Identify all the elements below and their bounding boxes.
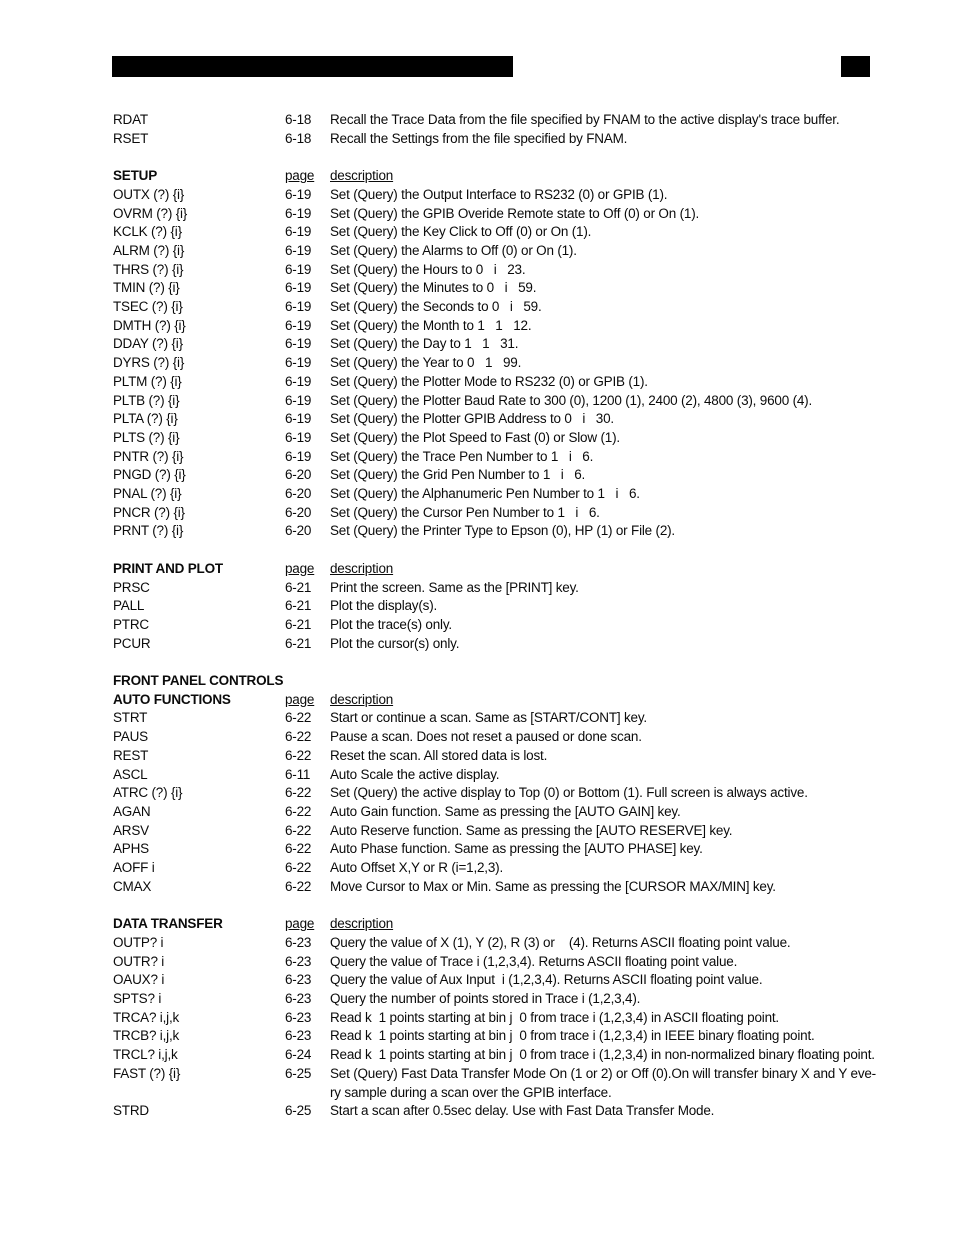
description-line: Plot the cursor(s) only. bbox=[330, 635, 460, 651]
command-cell: PRSC bbox=[113, 579, 150, 595]
description-cell bbox=[330, 373, 951, 392]
command-cell: ARSV bbox=[113, 822, 149, 838]
page-cell: 6-20 bbox=[285, 523, 312, 539]
command-cell: PLTM (?) {i} bbox=[113, 373, 182, 389]
table-row bbox=[113, 466, 951, 485]
table-row bbox=[113, 373, 951, 392]
command-cell: PAUS bbox=[113, 729, 148, 745]
page-cell: 6-19 bbox=[285, 224, 312, 240]
description-cell bbox=[330, 1027, 951, 1046]
description-line: Set (Query) the Cursor Pen Number to 1 i 6. bbox=[330, 504, 600, 520]
command-cell: FAST (?) {i} bbox=[113, 1065, 181, 1081]
command-cell: RSET bbox=[113, 130, 149, 146]
command-cell: AGAN bbox=[113, 803, 151, 819]
col-header-page-cell bbox=[285, 915, 330, 934]
table-row bbox=[113, 784, 951, 803]
description-line: Query the value of Trace i (1,2,3,4). Returns ASCII floating point value. bbox=[330, 953, 738, 969]
description-line: Set (Query) the Plotter GPIB Address to 0 i 30. bbox=[330, 411, 614, 427]
description-cell bbox=[330, 279, 951, 298]
command-cell: TMIN (?) {i} bbox=[113, 280, 180, 296]
table-row bbox=[113, 803, 951, 822]
page-cell: 6-24 bbox=[285, 1047, 312, 1063]
description-cell bbox=[330, 1046, 951, 1065]
table-row bbox=[113, 766, 951, 785]
command-cell: PLTB (?) {i} bbox=[113, 392, 180, 408]
col-header-page: page bbox=[285, 560, 315, 576]
description-cell bbox=[330, 616, 951, 635]
table-row bbox=[113, 1102, 951, 1121]
page-cell: 6-19 bbox=[285, 317, 312, 333]
page-cell: 6-21 bbox=[285, 598, 312, 614]
page-cell: 6-23 bbox=[285, 972, 312, 988]
page-cell: 6-22 bbox=[285, 729, 312, 745]
page-cell: 6-20 bbox=[285, 467, 312, 483]
section-header bbox=[113, 560, 951, 579]
section-auto-functions bbox=[113, 691, 951, 897]
description-cell bbox=[330, 466, 951, 485]
description-cell bbox=[330, 934, 951, 953]
description-line: Read k 1 points starting at bin j 0 from trace i (1,2,3,4) in IEEE binary floating point. bbox=[330, 1028, 815, 1044]
description-line: Set (Query) the Seconds to 0 i 59. bbox=[330, 299, 542, 315]
description-line-continued: ry sample during a scan over the GPIB interface. bbox=[330, 1084, 612, 1100]
command-cell: OUTP? i bbox=[113, 934, 164, 950]
section-title: AUTO FUNCTIONS bbox=[113, 691, 231, 707]
command-cell: OAUX? i bbox=[113, 972, 165, 988]
page-cell: 6-19 bbox=[285, 429, 312, 445]
table-row bbox=[113, 990, 951, 1009]
table-row bbox=[113, 186, 951, 205]
description-line: Auto Offset X,Y or R (i=1,2,3). bbox=[330, 860, 504, 876]
col-header-page-cell bbox=[285, 167, 330, 186]
description-cell bbox=[330, 840, 951, 859]
table-row bbox=[113, 335, 951, 354]
section-header bbox=[113, 691, 951, 710]
description-line: Set (Query) the Plot Speed to Fast (0) or Slow (1). bbox=[330, 429, 620, 445]
command-cell: DYRS (?) {i} bbox=[113, 355, 185, 371]
page-cell: 6-20 bbox=[285, 486, 312, 502]
description-cell bbox=[330, 971, 951, 990]
table-row bbox=[113, 840, 951, 859]
page-cell: 6-23 bbox=[285, 1009, 312, 1025]
page-cell: 6-22 bbox=[285, 822, 312, 838]
description-cell bbox=[330, 522, 951, 541]
col-header-description: description bbox=[330, 560, 394, 576]
description-line: Move Cursor to Max or Min. Same as pressing the [CURSOR MAX/MIN] key. bbox=[330, 878, 776, 894]
description-line: Set (Query) the Plotter Baud Rate to 300 (0), 1200 (1), 2400 (2), 4800 (3), 9600 (4). bbox=[330, 392, 813, 408]
description-cell bbox=[330, 504, 951, 523]
page-cell: 6-23 bbox=[285, 990, 312, 1006]
description-line: Read k 1 points starting at bin j 0 from trace i (1,2,3,4) in non-normalized binary floating point. bbox=[330, 1047, 875, 1063]
col-header-description: description bbox=[330, 916, 394, 932]
page-cell: 6-19 bbox=[285, 411, 312, 427]
table-row bbox=[113, 242, 951, 261]
page-cell: 6-25 bbox=[285, 1065, 312, 1081]
description-cell bbox=[330, 448, 951, 467]
col-header-page-cell bbox=[285, 560, 330, 579]
table-row bbox=[113, 354, 951, 373]
command-cell: KCLK (?) {i} bbox=[113, 224, 182, 240]
page-cell: 6-19 bbox=[285, 261, 312, 277]
table-row bbox=[113, 953, 951, 972]
table-row bbox=[113, 597, 951, 616]
description-cell bbox=[330, 579, 951, 598]
description-cell bbox=[330, 990, 951, 1009]
table-row bbox=[113, 709, 951, 728]
table-row bbox=[113, 822, 951, 841]
page-cell: 6-23 bbox=[285, 953, 312, 969]
table-row bbox=[113, 859, 951, 878]
command-cell: OUTR? i bbox=[113, 953, 165, 969]
description-cell bbox=[330, 485, 951, 504]
description-line: Set (Query) the Grid Pen Number to 1 i 6. bbox=[330, 467, 586, 483]
table-row bbox=[113, 485, 951, 504]
description-cell bbox=[330, 1102, 951, 1121]
description-cell bbox=[330, 223, 951, 242]
description-line: Set (Query) the GPIB Overide Remote state to Off (0) or On (1). bbox=[330, 205, 700, 221]
description-cell bbox=[330, 1009, 951, 1028]
description-line: Set (Query) the Minutes to 0 i 59. bbox=[330, 280, 537, 296]
table-row bbox=[113, 130, 951, 149]
command-cell: THRS (?) {i} bbox=[113, 261, 184, 277]
title-bar-redacted bbox=[112, 56, 513, 77]
command-cell: PRNT (?) {i} bbox=[113, 523, 184, 539]
command-cell: TSEC (?) {i} bbox=[113, 299, 183, 315]
page-cell: 6-21 bbox=[285, 635, 312, 651]
description-cell bbox=[330, 392, 951, 411]
description-cell bbox=[330, 878, 951, 897]
command-cell: SPTS? i bbox=[113, 990, 162, 1006]
col-header-page: page bbox=[285, 691, 315, 707]
command-cell: ASCL bbox=[113, 766, 148, 782]
page-cell: 6-19 bbox=[285, 242, 312, 258]
command-cell: PNCR (?) {i} bbox=[113, 504, 185, 520]
table-row bbox=[113, 279, 951, 298]
section-header bbox=[113, 915, 951, 934]
page-cell: 6-21 bbox=[285, 616, 312, 632]
section-title: PRINT AND PLOT bbox=[113, 560, 223, 576]
description-line: Auto Reserve function. Same as pressing the [AUTO RESERVE] key. bbox=[330, 822, 733, 838]
col-header-description-cell bbox=[330, 691, 951, 710]
page-cell: 6-19 bbox=[285, 186, 312, 202]
table-row bbox=[113, 317, 951, 336]
page-cell: 6-19 bbox=[285, 336, 312, 352]
section-title: DATA TRANSFER bbox=[113, 916, 223, 932]
command-cell: DDAY (?) {i} bbox=[113, 336, 183, 352]
description-line: Set (Query) the Hours to 0 i 23. bbox=[330, 261, 526, 277]
description-line: Query the value of X (1), Y (2), R (3) or (4). Returns ASCII floating point value. bbox=[330, 934, 791, 950]
description-cell bbox=[330, 410, 951, 429]
description-cell bbox=[330, 130, 951, 149]
command-cell: PLTA (?) {i} bbox=[113, 411, 178, 427]
description-line: Set (Query) Fast Data Transfer Mode On (1 or 2) or Off (0).On will transfer binary X and Y eve- bbox=[330, 1065, 876, 1081]
description-line: Read k 1 points starting at bin j 0 from trace i (1,2,3,4) in ASCII floating point. bbox=[330, 1009, 779, 1025]
page-cell: 6-19 bbox=[285, 448, 312, 464]
description-line: Pause a scan. Does not reset a paused or done scan. bbox=[330, 729, 642, 745]
description-line: Print the screen. Same as the [PRINT] key. bbox=[330, 579, 579, 595]
page-cell: 6-18 bbox=[285, 130, 312, 146]
command-cell: TRCL? i,j,k bbox=[113, 1047, 178, 1063]
description-cell bbox=[330, 242, 951, 261]
col-header-page-cell bbox=[285, 691, 330, 710]
page-corner-box bbox=[841, 56, 870, 77]
table-row bbox=[113, 111, 951, 130]
table-row bbox=[113, 429, 951, 448]
command-cell: PNAL (?) {i} bbox=[113, 486, 182, 502]
description-line: Plot the trace(s) only. bbox=[330, 616, 452, 632]
description-cell bbox=[330, 709, 951, 728]
table-row bbox=[113, 971, 951, 990]
table-row bbox=[113, 747, 951, 766]
command-cell: RDAT bbox=[113, 112, 148, 127]
table-row bbox=[113, 616, 951, 635]
description-line: Set (Query) the Printer Type to Epson (0), HP (1) or File (2). bbox=[330, 523, 675, 539]
command-cell: OVRM (?) {i} bbox=[113, 205, 188, 221]
command-cell: ALRM (?) {i} bbox=[113, 242, 185, 258]
command-cell: DMTH (?) {i} bbox=[113, 317, 186, 333]
description-cell bbox=[330, 335, 951, 354]
section-data-transfer bbox=[113, 915, 951, 1121]
section-front-panel-controls bbox=[113, 672, 951, 691]
description-cell bbox=[330, 747, 951, 766]
description-line: Recall the Trace Data from the file specified by FNAM to the active display's trace buffer. bbox=[330, 112, 840, 127]
col-header-description: description bbox=[330, 168, 394, 184]
description-cell bbox=[330, 111, 951, 130]
description-cell bbox=[330, 859, 951, 878]
description-cell bbox=[330, 803, 951, 822]
command-cell: TRCB? i,j,k bbox=[113, 1028, 180, 1044]
description-line: Set (Query) the Year to 0 1 99. bbox=[330, 355, 522, 371]
description-cell bbox=[330, 766, 951, 785]
command-cell: PNGD (?) {i} bbox=[113, 467, 186, 483]
page-cell: 6-19 bbox=[285, 373, 312, 389]
description-line: Start or continue a scan. Same as [START/CONT] key. bbox=[330, 710, 647, 726]
col-header-description-cell bbox=[330, 560, 951, 579]
table-row bbox=[113, 878, 951, 897]
table-row bbox=[113, 298, 951, 317]
table-row bbox=[113, 448, 951, 467]
description-cell bbox=[330, 186, 951, 205]
page-cell: 6-22 bbox=[285, 785, 312, 801]
command-cell: TRCA? i,j,k bbox=[113, 1009, 180, 1025]
command-cell: APHS bbox=[113, 841, 149, 857]
description-line: Set (Query) the Trace Pen Number to 1 i 6. bbox=[330, 448, 594, 464]
description-cell bbox=[330, 205, 951, 224]
section-header bbox=[113, 672, 951, 691]
description-line: Query the number of points stored in Trace i (1,2,3,4). bbox=[330, 990, 641, 1006]
description-cell bbox=[330, 728, 951, 747]
table-row bbox=[113, 635, 951, 654]
section-setup bbox=[113, 167, 951, 541]
col-header-description: description bbox=[330, 691, 394, 707]
description-cell bbox=[330, 261, 951, 280]
description-line: Auto Scale the active display. bbox=[330, 766, 500, 782]
description-cell bbox=[330, 784, 951, 803]
section-recall bbox=[113, 111, 951, 148]
table-row bbox=[113, 522, 951, 541]
table-row bbox=[113, 392, 951, 411]
col-header-page: page bbox=[285, 168, 315, 184]
description-line: Auto Phase function. Same as pressing the [AUTO PHASE] key. bbox=[330, 841, 703, 857]
description-line: Query the value of Aux Input i (1,2,3,4). Returns ASCII floating point value. bbox=[330, 972, 763, 988]
description-cell bbox=[330, 1065, 951, 1102]
page-cell: 6-22 bbox=[285, 710, 312, 726]
description-cell bbox=[330, 429, 951, 448]
command-cell: PLTS (?) {i} bbox=[113, 429, 180, 445]
col-header-description-cell bbox=[330, 915, 951, 934]
table-row bbox=[113, 1009, 951, 1028]
table-row bbox=[113, 223, 951, 242]
description-line: Reset the scan. All stored data is lost. bbox=[330, 747, 548, 763]
page-cell: 6-22 bbox=[285, 803, 312, 819]
table-row bbox=[113, 205, 951, 224]
description-line: Plot the display(s). bbox=[330, 598, 438, 614]
page-cell: 6-11 bbox=[285, 766, 311, 782]
section-print-and-plot bbox=[113, 560, 951, 654]
table-row bbox=[113, 579, 951, 598]
table-row bbox=[113, 504, 951, 523]
page-cell: 6-19 bbox=[285, 355, 312, 371]
col-header-description-cell bbox=[330, 167, 951, 186]
description-line: Recall the Settings from the file specified by FNAM. bbox=[330, 130, 628, 146]
page-cell: 6-19 bbox=[285, 299, 312, 315]
description-line: Set (Query) the Month to 1 1 12. bbox=[330, 317, 532, 333]
table-row bbox=[113, 1027, 951, 1046]
page-cell: 6-23 bbox=[285, 1028, 312, 1044]
command-cell: STRT bbox=[113, 710, 148, 726]
description-line: Set (Query) the Key Click to Off (0) or On (1). bbox=[330, 224, 592, 240]
command-cell: PALL bbox=[113, 598, 145, 614]
command-cell: PTRC bbox=[113, 616, 149, 632]
page-cell: 6-25 bbox=[285, 1103, 312, 1119]
description-cell bbox=[330, 953, 951, 972]
description-line: Set (Query) the Plotter Mode to RS232 (0) or GPIB (1). bbox=[330, 373, 648, 389]
description-line: Set (Query) the Alphanumeric Pen Number to 1 i 6. bbox=[330, 486, 640, 502]
table-row bbox=[113, 410, 951, 429]
table-row bbox=[113, 728, 951, 747]
page-cell: 6-22 bbox=[285, 860, 312, 876]
description-cell bbox=[330, 354, 951, 373]
table-row bbox=[113, 1046, 951, 1065]
description-cell bbox=[330, 317, 951, 336]
page-cell: 6-22 bbox=[285, 747, 312, 763]
command-cell: PNTR (?) {i} bbox=[113, 448, 184, 464]
command-cell: AOFF i bbox=[113, 860, 155, 876]
command-cell: OUTX (?) {i} bbox=[113, 186, 185, 202]
page-cell: 6-22 bbox=[285, 841, 312, 857]
description-cell bbox=[330, 822, 951, 841]
page-cell: 6-22 bbox=[285, 878, 312, 894]
page-cell: 6-21 bbox=[285, 579, 312, 595]
table-row bbox=[113, 261, 951, 280]
description-line: Set (Query) the active display to Top (0) or Bottom (1). Full screen is always active. bbox=[330, 785, 808, 801]
description-line: Start a scan after 0.5sec delay. Use with Fast Data Transfer Mode. bbox=[330, 1103, 715, 1119]
description-line: Set (Query) the Alarms to Off (0) or On (1). bbox=[330, 242, 577, 258]
command-cell: PCUR bbox=[113, 635, 151, 651]
table-row bbox=[113, 1065, 951, 1102]
section-title: SETUP bbox=[113, 168, 158, 184]
command-cell: ATRC (?) {i} bbox=[113, 785, 183, 801]
description-line: Set (Query) the Day to 1 1 31. bbox=[330, 336, 519, 352]
page-cell: 6-20 bbox=[285, 504, 312, 520]
page-cell: 6-19 bbox=[285, 392, 312, 408]
page-cell: 6-18 bbox=[285, 112, 312, 127]
section-header bbox=[113, 167, 951, 186]
description-cell bbox=[330, 597, 951, 616]
page-cell: 6-19 bbox=[285, 280, 312, 296]
col-header-page: page bbox=[285, 916, 315, 932]
description-line: Auto Gain function. Same as pressing the [AUTO GAIN] key. bbox=[330, 803, 681, 819]
command-cell: CMAX bbox=[113, 878, 152, 894]
table-row bbox=[113, 934, 951, 953]
command-cell: REST bbox=[113, 747, 149, 763]
command-list bbox=[113, 111, 951, 1121]
description-cell bbox=[330, 298, 951, 317]
section-title: FRONT PANEL CONTROLS bbox=[113, 673, 284, 689]
description-line: Set (Query) the Output Interface to RS232 (0) or GPIB (1). bbox=[330, 186, 668, 202]
description-cell bbox=[330, 635, 951, 654]
command-cell: STRD bbox=[113, 1103, 149, 1119]
page-cell: 6-19 bbox=[285, 205, 312, 221]
page-cell: 6-23 bbox=[285, 934, 312, 950]
